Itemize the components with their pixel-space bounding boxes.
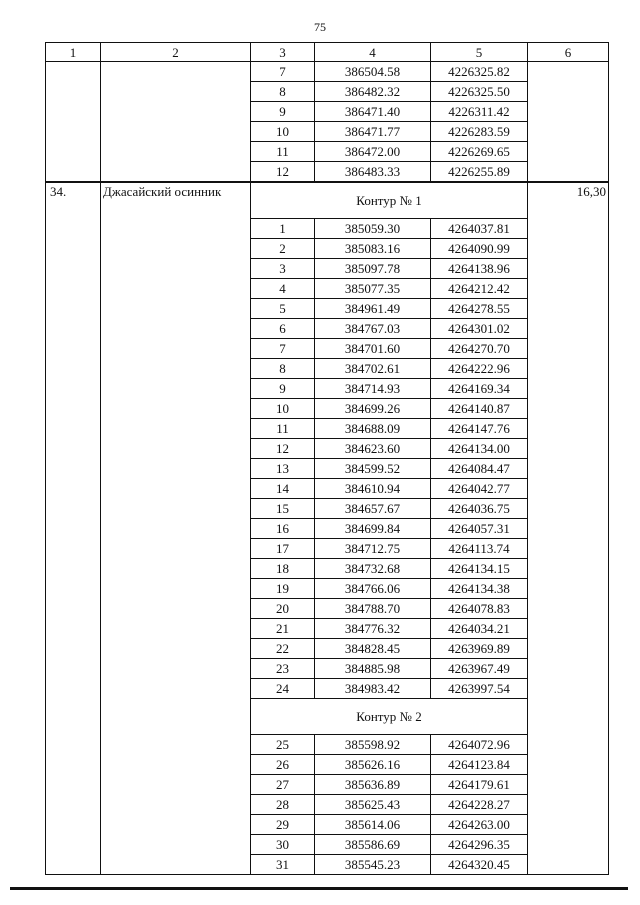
coordinate-y: 4264222.96 — [431, 359, 528, 379]
coordinate-x: 384702.61 — [315, 359, 431, 379]
coordinate-x: 385077.35 — [315, 279, 431, 299]
coordinate-x: 384712.75 — [315, 539, 431, 559]
coordinate-x: 384657.67 — [315, 499, 431, 519]
section-index-cell — [46, 62, 101, 183]
coordinate-x: 384699.26 — [315, 399, 431, 419]
coordinate-y: 4264113.74 — [431, 539, 528, 559]
coordinate-x: 385625.43 — [315, 795, 431, 815]
coordinate-x: 384699.84 — [315, 519, 431, 539]
coordinate-y: 4264078.83 — [431, 599, 528, 619]
coordinate-y: 4226325.82 — [431, 62, 528, 82]
coordinate-y: 4264036.75 — [431, 499, 528, 519]
coordinate-y: 4264134.38 — [431, 579, 528, 599]
column-header: 3 — [251, 43, 315, 62]
coordinates-table-body — [46, 43, 609, 875]
coordinate-y: 4226311.42 — [431, 102, 528, 122]
coordinate-y: 4264212.42 — [431, 279, 528, 299]
coordinate-y: 4226269.65 — [431, 142, 528, 162]
coordinate-x: 384688.09 — [315, 419, 431, 439]
coordinate-y: 4264123.84 — [431, 755, 528, 775]
point-number: 9 — [251, 102, 315, 122]
column-header: 4 — [315, 43, 431, 62]
point-number: 6 — [251, 319, 315, 339]
point-number: 15 — [251, 499, 315, 519]
coordinate-x: 385586.69 — [315, 835, 431, 855]
coordinate-x: 385614.06 — [315, 815, 431, 835]
coordinate-y: 4264320.45 — [431, 855, 528, 875]
coordinate-y: 4226325.50 — [431, 82, 528, 102]
point-number: 10 — [251, 122, 315, 142]
column-header: 1 — [46, 43, 101, 62]
point-number: 7 — [251, 339, 315, 359]
coordinate-x: 385059.30 — [315, 219, 431, 239]
point-number: 12 — [251, 162, 315, 183]
contour-title: Контур № 1 — [251, 182, 528, 219]
coordinate-y: 4264037.81 — [431, 219, 528, 239]
point-number: 3 — [251, 259, 315, 279]
point-number: 19 — [251, 579, 315, 599]
point-number: 7 — [251, 62, 315, 82]
point-number: 22 — [251, 639, 315, 659]
section-name: Джасайский осинник — [101, 182, 251, 875]
table-row — [46, 62, 609, 82]
contour-title: Контур № 2 — [251, 699, 528, 735]
coordinate-y: 4264072.96 — [431, 735, 528, 755]
point-number: 11 — [251, 419, 315, 439]
point-number: 10 — [251, 399, 315, 419]
point-number: 20 — [251, 599, 315, 619]
coordinate-x: 385097.78 — [315, 259, 431, 279]
coordinate-y: 4264278.55 — [431, 299, 528, 319]
coordinate-x: 385626.16 — [315, 755, 431, 775]
coordinate-x: 386482.32 — [315, 82, 431, 102]
point-number: 16 — [251, 519, 315, 539]
coordinate-x: 384767.03 — [315, 319, 431, 339]
point-number: 17 — [251, 539, 315, 559]
point-number: 5 — [251, 299, 315, 319]
coordinate-x: 386471.77 — [315, 122, 431, 142]
coordinate-x: 386504.58 — [315, 62, 431, 82]
coordinate-x: 385545.23 — [315, 855, 431, 875]
page-number: 75 — [314, 20, 326, 34]
coordinate-x: 384623.60 — [315, 439, 431, 459]
contour-header-row — [46, 182, 609, 219]
coordinate-y: 4264134.00 — [431, 439, 528, 459]
point-number: 8 — [251, 359, 315, 379]
coordinate-x: 384776.32 — [315, 619, 431, 639]
coordinate-x: 384766.06 — [315, 579, 431, 599]
point-number: 24 — [251, 679, 315, 699]
coordinate-x: 385636.89 — [315, 775, 431, 795]
coordinate-y: 4264301.02 — [431, 319, 528, 339]
coordinate-x: 384714.93 — [315, 379, 431, 399]
coordinate-x: 384983.42 — [315, 679, 431, 699]
footer-rule — [10, 887, 628, 890]
point-number: 1 — [251, 219, 315, 239]
point-number: 23 — [251, 659, 315, 679]
coordinate-y: 4264228.27 — [431, 795, 528, 815]
point-number: 21 — [251, 619, 315, 639]
point-number: 14 — [251, 479, 315, 499]
header-row — [46, 43, 609, 62]
column-header: 6 — [528, 43, 609, 62]
coordinate-y: 4264042.77 — [431, 479, 528, 499]
section-index: 34. — [46, 182, 101, 875]
coordinate-y: 4264134.15 — [431, 559, 528, 579]
coordinate-x: 384599.52 — [315, 459, 431, 479]
coordinate-y: 4264057.31 — [431, 519, 528, 539]
coordinate-y: 4264169.34 — [431, 379, 528, 399]
point-number: 30 — [251, 835, 315, 855]
point-number: 12 — [251, 439, 315, 459]
coordinate-y: 4264090.99 — [431, 239, 528, 259]
coordinate-y: 4264179.61 — [431, 775, 528, 795]
coordinate-x: 386483.33 — [315, 162, 431, 183]
coordinate-x: 385598.92 — [315, 735, 431, 755]
coordinate-x: 385083.16 — [315, 239, 431, 259]
point-number: 25 — [251, 735, 315, 755]
coordinate-x: 384885.98 — [315, 659, 431, 679]
coordinate-x: 384961.49 — [315, 299, 431, 319]
coordinate-y: 4264296.35 — [431, 835, 528, 855]
coordinate-y: 4264138.96 — [431, 259, 528, 279]
column-header: 5 — [431, 43, 528, 62]
point-number: 2 — [251, 239, 315, 259]
point-number: 31 — [251, 855, 315, 875]
coordinate-y: 4264084.47 — [431, 459, 528, 479]
coordinate-x: 384788.70 — [315, 599, 431, 619]
point-number: 4 — [251, 279, 315, 299]
coordinate-y: 4263969.89 — [431, 639, 528, 659]
point-number: 26 — [251, 755, 315, 775]
coordinate-x: 386471.40 — [315, 102, 431, 122]
point-number: 8 — [251, 82, 315, 102]
coordinate-y: 4263997.54 — [431, 679, 528, 699]
coordinate-y: 4264270.70 — [431, 339, 528, 359]
coordinate-x: 384828.45 — [315, 639, 431, 659]
point-number: 28 — [251, 795, 315, 815]
point-number: 11 — [251, 142, 315, 162]
coordinates-table — [45, 42, 609, 875]
coordinate-y: 4264140.87 — [431, 399, 528, 419]
coordinate-x: 384732.68 — [315, 559, 431, 579]
coordinate-x: 386472.00 — [315, 142, 431, 162]
area-cell — [528, 62, 609, 183]
point-number: 18 — [251, 559, 315, 579]
point-number: 29 — [251, 815, 315, 835]
coordinate-y: 4226283.59 — [431, 122, 528, 142]
section-name-cell — [101, 62, 251, 183]
coordinate-x: 384610.94 — [315, 479, 431, 499]
column-header: 2 — [101, 43, 251, 62]
coordinate-x: 384701.60 — [315, 339, 431, 359]
point-number: 9 — [251, 379, 315, 399]
coordinate-y: 4263967.49 — [431, 659, 528, 679]
section-area: 16,30 — [528, 182, 609, 875]
coordinate-y: 4264034.21 — [431, 619, 528, 639]
coordinate-y: 4264147.76 — [431, 419, 528, 439]
coordinate-y: 4226255.89 — [431, 162, 528, 183]
point-number: 27 — [251, 775, 315, 795]
point-number: 13 — [251, 459, 315, 479]
coordinate-y: 4264263.00 — [431, 815, 528, 835]
